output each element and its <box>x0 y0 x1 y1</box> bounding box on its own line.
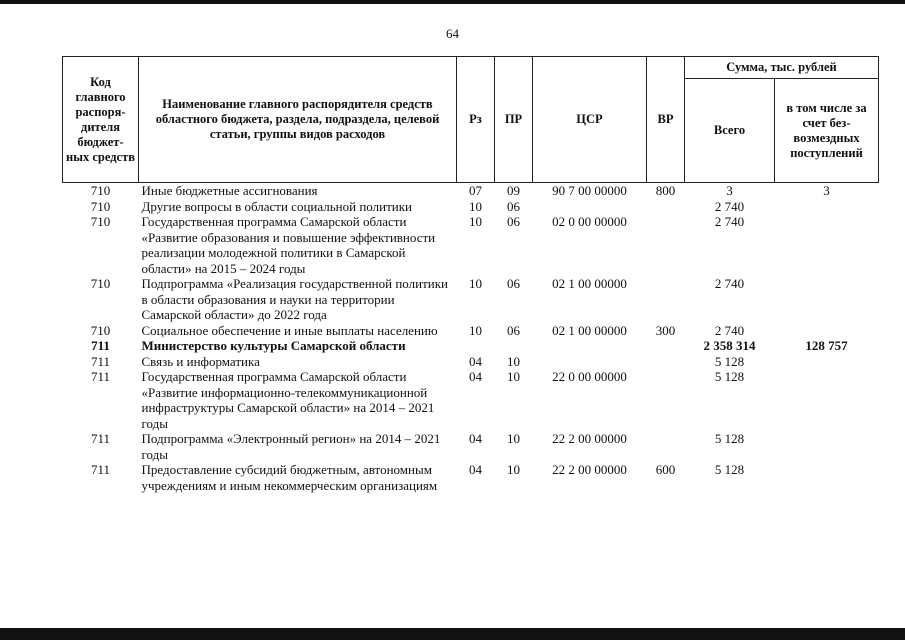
header-total: Всего <box>685 79 775 183</box>
cell-name: Другие вопросы в области социальной политики <box>141 198 412 214</box>
cell-csr <box>533 354 647 370</box>
cell-vr <box>647 431 685 462</box>
cell-name: Предоставление субсидий бюджетным, автономным учреждениям и иным некоммерческим организациям <box>141 462 438 493</box>
cell-total: 5 128 <box>714 462 745 477</box>
cell-code: 711 <box>90 353 111 369</box>
cell-total: 2 740 <box>714 214 745 229</box>
cell-name: Социальное обеспечение и иные выплаты населению <box>141 322 438 338</box>
budget-table <box>62 56 879 493</box>
cell-csr: 22 2 00 00000 <box>552 462 627 477</box>
cell-name: Государственная программа Самарской области «Развитие информационно-телекоммуникационной инфраструктуры Самарской области» на 2014 – 2021 годы <box>141 369 435 431</box>
cell-name: Министерство культуры Самарской области <box>141 338 406 353</box>
table-row <box>63 183 879 199</box>
table-row <box>63 323 879 339</box>
table-row <box>63 276 879 323</box>
cell-code: 710 <box>90 198 111 214</box>
cell-csr <box>533 199 647 215</box>
cell-pr: 10 <box>507 369 520 384</box>
cell-pr: 10 <box>507 462 520 477</box>
table-body <box>63 183 879 494</box>
cell-vr <box>647 199 685 215</box>
table-row <box>63 369 879 431</box>
cell-vr: 800 <box>655 183 676 198</box>
cell-free <box>775 323 879 339</box>
cell-vr <box>647 338 685 354</box>
cell-csr: 22 2 00 00000 <box>552 431 627 446</box>
cell-rz: 10 <box>469 322 482 338</box>
header-code: Код главного распоря-дителя бюджет-ных средств <box>63 57 139 183</box>
cell-free: 3 <box>823 183 830 198</box>
table-row <box>63 214 879 276</box>
cell-total: 5 128 <box>714 431 745 446</box>
cell-free <box>775 369 879 431</box>
cell-rz: 04 <box>469 353 482 369</box>
cell-free <box>775 214 879 276</box>
cell-pr: 06 <box>507 322 520 338</box>
cell-total: 2 358 314 <box>703 338 756 353</box>
cell-csr: 02 1 00 00000 <box>552 276 627 291</box>
table-row <box>63 354 879 370</box>
cell-rz: 07 <box>469 183 482 198</box>
cell-name: Подпрограмма «Электронный регион» на 2014 – 2021 годы <box>141 431 441 462</box>
cell-vr: 300 <box>655 322 676 338</box>
cell-total: 5 128 <box>714 369 745 384</box>
cell-total: 3 <box>726 183 733 198</box>
cell-pr: 10 <box>507 353 520 369</box>
cell-free: 128 757 <box>805 338 848 353</box>
cell-total: 2 740 <box>714 276 745 291</box>
cell-rz: 10 <box>469 214 482 229</box>
cell-pr: 10 <box>507 431 520 446</box>
cell-csr: 02 0 00 00000 <box>552 214 627 229</box>
cell-code: 710 <box>90 214 111 229</box>
cell-rz: 10 <box>469 276 482 291</box>
header-name: Наименование главного распорядителя средств областного бюджета, раздела, подраздела, целевой статьи, группы видов расходов <box>139 57 457 183</box>
table-row <box>63 338 879 354</box>
cell-total: 5 128 <box>714 353 745 369</box>
page-number: 64 <box>446 26 459 41</box>
cell-rz: 04 <box>469 369 482 384</box>
cell-name: Связь и информатика <box>141 353 260 369</box>
cell-csr <box>533 338 647 354</box>
cell-name: Государственная программа Самарской области «Развитие образования и повышение эффективности реализации молодежной политики в Самарской области» на 2015 – 2024 годы <box>141 214 436 276</box>
cell-vr <box>647 354 685 370</box>
cell-csr: 02 1 00 00000 <box>552 322 627 338</box>
cell-pr: 06 <box>507 214 520 229</box>
cell-free <box>775 199 879 215</box>
bottom-border-rule <box>0 628 905 640</box>
cell-free <box>775 462 879 493</box>
table-row <box>63 431 879 462</box>
cell-csr: 90 7 00 00000 <box>552 183 627 198</box>
cell-free <box>775 276 879 323</box>
top-border-rule <box>0 0 905 4</box>
cell-total: 2 740 <box>714 322 745 338</box>
cell-code: 710 <box>90 276 111 291</box>
header-vr: ВР <box>647 57 685 183</box>
cell-code: 711 <box>90 369 111 384</box>
cell-pr: 06 <box>507 198 520 214</box>
cell-code: 711 <box>90 462 111 477</box>
header-pr: ПР <box>495 57 533 183</box>
cell-total: 2 740 <box>714 198 745 214</box>
cell-code: 710 <box>90 322 111 338</box>
cell-rz: 04 <box>469 462 482 477</box>
cell-csr: 22 0 00 00000 <box>552 369 627 384</box>
cell-code: 711 <box>91 338 110 353</box>
cell-vr <box>647 369 685 431</box>
cell-name: Иные бюджетные ассигнования <box>141 183 318 198</box>
table-header <box>63 57 879 183</box>
cell-pr <box>495 338 533 354</box>
cell-rz: 10 <box>469 198 482 214</box>
header-csr: ЦСР <box>533 57 647 183</box>
cell-pr: 09 <box>507 183 520 198</box>
header-rz: Рз <box>457 57 495 183</box>
cell-pr: 06 <box>507 276 520 291</box>
cell-vr <box>647 214 685 276</box>
cell-name: Подпрограмма «Реализация государственной политики в области образования и науки на территории Самарской области» до 2022 года <box>141 276 448 322</box>
cell-vr <box>647 276 685 323</box>
cell-free <box>775 354 879 370</box>
cell-rz <box>457 338 495 354</box>
cell-code: 710 <box>90 183 111 198</box>
table-row <box>63 462 879 493</box>
header-sum: Сумма, тыс. рублей <box>685 57 879 79</box>
cell-free <box>775 431 879 462</box>
cell-rz: 04 <box>469 431 482 446</box>
header-free: в том числе за счет без-возмездных поступлений <box>775 79 879 183</box>
cell-code: 711 <box>90 431 111 446</box>
cell-vr: 600 <box>655 462 676 477</box>
table-row <box>63 199 879 215</box>
